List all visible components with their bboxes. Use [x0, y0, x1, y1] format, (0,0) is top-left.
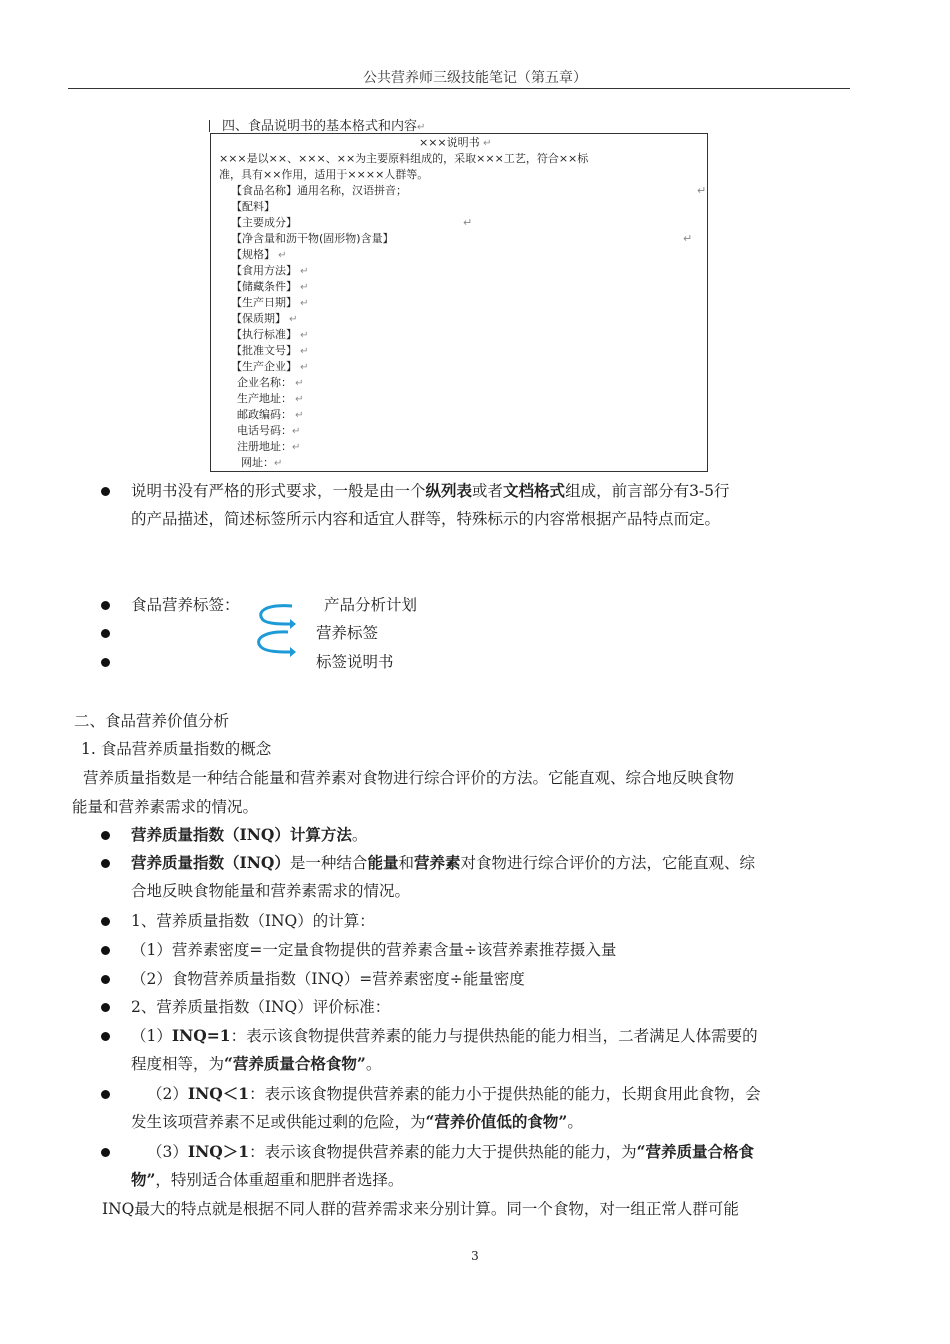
- template-field: 【保质期】 ↵: [231, 312, 298, 325]
- template-field: 邮政编码： ↵: [237, 408, 304, 421]
- bullet-item: 2、营养质量指数（INQ）评价标准：: [131, 998, 391, 1016]
- bullet-icon: [101, 601, 110, 610]
- bullet-item: （3）INQ＞1：表示该食物提供营养素的能力大于提供热能的能力，为“营养质量合格食: [147, 1142, 755, 1161]
- bullet-item: 营养质量指数（INQ）计算方法。: [131, 825, 368, 844]
- body-paragraph: INQ最大的特点就是根据不同人群的营养需求来分别计算。同一个食物，对一组正常人群可能: [102, 1200, 739, 1218]
- curved-arrow-icon: [250, 602, 300, 660]
- return-mark-icon: ↵: [683, 232, 693, 245]
- instruction-template-box: [210, 133, 708, 472]
- template-field: 【主要成分】: [231, 216, 297, 229]
- template-field: 【规格】 ↵: [231, 248, 287, 261]
- bullet-icon: [101, 917, 110, 926]
- section-heading: 二、食品营养价值分析: [74, 712, 230, 730]
- return-mark-icon: ↵: [697, 184, 707, 197]
- bullet-item-line2: 程度相等，为“营养质量合格食物”。: [131, 1054, 382, 1073]
- template-field: 【净含量和沥干物(固形物)含量】: [231, 232, 394, 245]
- bullet-icon: [101, 1148, 110, 1157]
- flow-step-3: 标签说明书: [316, 653, 394, 671]
- page-header: 公共营养师三级技能笔记（第五章）: [363, 70, 587, 86]
- bullet-item: 营养质量指数（INQ）是一种结合能量和营养素对食物进行综合评价的方法，它能直观、综: [131, 853, 755, 872]
- page-number: 3: [471, 1249, 479, 1263]
- template-field: 【生产日期】 ↵: [231, 296, 309, 309]
- flow-step-1: 产品分析计划: [324, 596, 418, 614]
- description-paragraph-line2: 的产品描述，简述标签所示内容和适宜人群等，特殊标示的内容常根据产品特点而定。: [131, 510, 721, 528]
- template-field: 【食用方法】 ↵: [231, 264, 309, 277]
- header-divider: [68, 88, 850, 89]
- bullet-item: （1）营养素密度=一定量食物提供的营养素含量÷该营养素推荐摄入量: [131, 941, 617, 959]
- cursor-mark: [209, 120, 210, 132]
- template-field: 企业名称： ↵: [237, 376, 304, 389]
- bullet-icon: [101, 1090, 110, 1099]
- template-field: 【批准文号】 ↵: [231, 344, 309, 357]
- bullet-item: （2）食物营养质量指数（INQ）=营养素密度÷能量密度: [131, 970, 525, 988]
- bullet-icon: [101, 859, 110, 868]
- template-field: 注册地址：↵: [237, 440, 301, 453]
- template-intro-line-2: 准，具有××作用，适用于××××人群等。: [219, 168, 429, 181]
- bullet-item: （1）INQ=1：表示该食物提供营养素的能力与提供热能的能力相当，二者满足人体需要的: [131, 1026, 758, 1045]
- subsection-heading: 1. 食品营养质量指数的概念: [81, 740, 272, 758]
- bullet-item-line2: 合地反映食物能量和营养素需求的情况。: [131, 882, 411, 900]
- template-doc-title: ×××说明书 ↵: [419, 136, 492, 149]
- bullet-item-line2: 发生该项营养素不足或供能过剩的危险，为“营养价值低的食物”。: [131, 1112, 583, 1131]
- return-mark-icon: ↵: [463, 216, 473, 229]
- flow-label: 食品营养标签：: [131, 596, 240, 614]
- bullet-icon: [101, 946, 110, 955]
- bullet-icon: [101, 658, 110, 667]
- template-field: 【执行标准】 ↵: [231, 328, 309, 341]
- bullet-icon: [101, 487, 110, 496]
- template-field: 【配料】: [231, 200, 275, 213]
- box-title: 四、食品说明书的基本格式和内容↵: [222, 119, 426, 134]
- template-field: 电话号码：↵: [237, 424, 301, 437]
- bullet-icon: [101, 1003, 110, 1012]
- body-paragraph: 营养质量指数是一种结合能量和营养素对食物进行综合评价的方法。它能直观、综合地反映食物: [83, 769, 735, 787]
- template-field: 【生产企业】 ↵: [231, 360, 309, 373]
- bullet-icon: [101, 629, 110, 638]
- bullet-item: （2）INQ＜1：表示该食物提供营养素的能力小于提供热能的能力，长期食用此食物，会: [147, 1084, 761, 1103]
- bullet-icon: [101, 975, 110, 984]
- bullet-item-line2: 物”，特别适合体重超重和肥胖者选择。: [131, 1170, 404, 1189]
- template-field: 网址：↵: [241, 456, 283, 469]
- bullet-item: 1、营养质量指数（INQ）的计算：: [131, 912, 375, 930]
- bullet-icon: [101, 1032, 110, 1041]
- template-field: 生产地址： ↵: [237, 392, 304, 405]
- template-field: 【储藏条件】 ↵: [231, 280, 309, 293]
- template-field: 【食品名称】通用名称，汉语拼音；: [231, 184, 407, 197]
- flow-step-2: 营养标签: [316, 624, 379, 642]
- template-intro-line-1: ×××是以××、×××、××为主要原料组成的，采取×××工艺，符合××标: [219, 152, 589, 165]
- bullet-icon: [101, 831, 110, 840]
- description-paragraph: 说明书没有严格的形式要求，一般是由一个纵列表或者文档格式组成，前言部分有3-5行: [131, 481, 730, 500]
- body-paragraph-line2: 能量和营养素需求的情况。: [72, 798, 259, 816]
